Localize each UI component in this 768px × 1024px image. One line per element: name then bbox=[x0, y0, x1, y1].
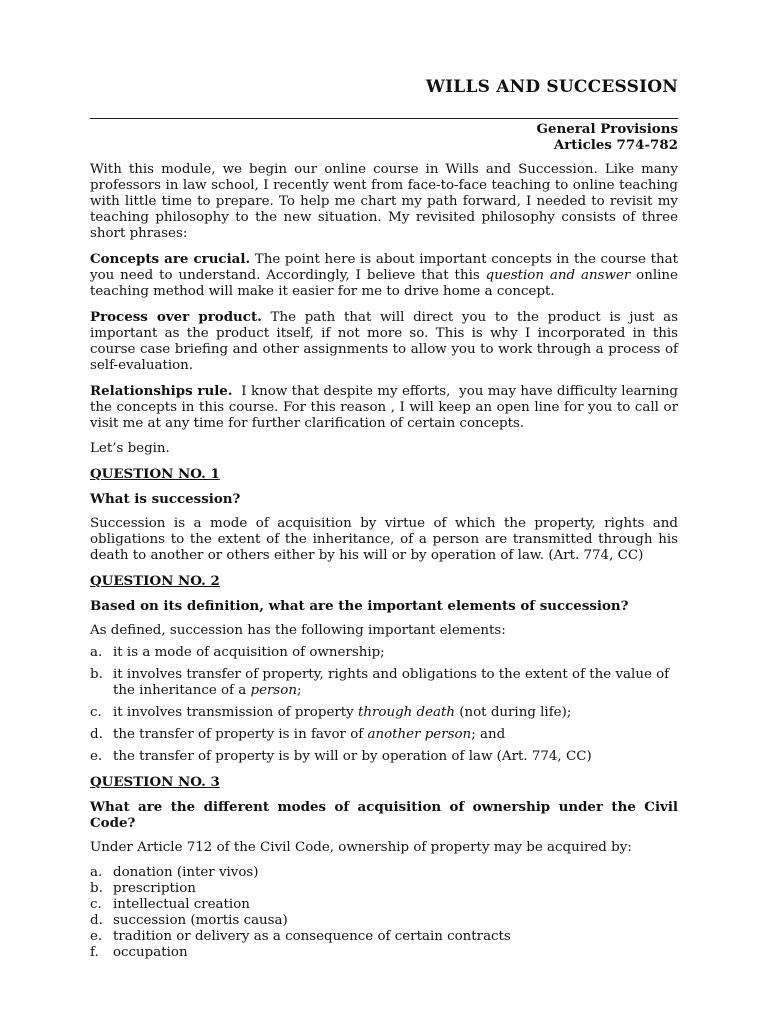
intro-paragraph: With this module, we begin our online course in Wills and Succession. Like many professors in law school, I recently went from face-to-face teaching to online teaching with little time to prepare. To help me chart my path forward, I needed to revisit my teaching philosophy to the new situation. My revisited philosophy consists of three short phrases: bbox=[90, 162, 678, 241]
relationships-paragraph bbox=[90, 383, 683, 432]
list-item: a. donation (inter vivos) bbox=[90, 865, 259, 880]
question-3-label: QUESTION NO. 3 bbox=[90, 774, 220, 790]
list-item: d. succession (mortis causa) bbox=[90, 913, 288, 928]
question-2-text: Based on its definition, what are the important elements of succession? bbox=[90, 598, 629, 614]
lets-begin: Let’s begin. bbox=[90, 441, 170, 456]
question-2-lead: As defined, succession has the following important elements: bbox=[90, 623, 506, 638]
process-text: The path that will direct you to the product is just as important as the product itself, if not more so. This is why I incorporated in this course case briefing and other assignments to allow you to work through a process of self-evaluation. bbox=[90, 310, 678, 373]
list-item: d. the transfer of property is in favor of another person; and bbox=[90, 727, 506, 742]
relationships-lead: Relationships rule. bbox=[90, 383, 233, 399]
list-item: c. it involves transmission of property through death (not during life); bbox=[90, 705, 572, 720]
question-3-text: What are the different modes of acquisition of ownership under the Civil Code? bbox=[90, 799, 678, 831]
articles-range: Articles 774-782 bbox=[553, 137, 678, 153]
list-item: f. occupation bbox=[90, 945, 188, 960]
list-item: e. tradition or delivery as a consequence of certain contracts bbox=[90, 929, 511, 944]
section-name: General Provisions bbox=[536, 121, 678, 137]
document-title: WILLS AND SUCCESSION bbox=[425, 77, 678, 97]
modes-list bbox=[90, 865, 678, 961]
question-1-label: QUESTION NO. 1 bbox=[90, 466, 220, 482]
question-1-text: What is succession? bbox=[90, 491, 241, 507]
concepts-text-b: online teaching method will make it easier for me to drive home a concept. bbox=[90, 268, 678, 299]
title-divider bbox=[90, 118, 678, 119]
list-item: b. prescription bbox=[90, 881, 196, 896]
section-subheading bbox=[537, 121, 678, 153]
question-1-answer: Succession is a mode of acquisition by virtue of which the property, rights and obligations to the extent of the inheritance, of a person are transmitted through his death to another or others either by his will or by operation of law. (Art. 774, CC) bbox=[90, 516, 678, 563]
document-body bbox=[90, 162, 683, 961]
list-item: b. it involves transfer of property, rights and obligations to the extent of the value of the inheritance of a person; bbox=[90, 667, 670, 698]
question-2-label: QUESTION NO. 2 bbox=[90, 573, 220, 589]
relationships-text: I know that despite my efforts, you may have difficulty learning the concepts in this course. For this reason , I will keep an open line for you to call or visit me at any time for further clarification of certain concepts. bbox=[90, 384, 683, 431]
concepts-text-a: The point here is about important concepts in the course that you need to understand. Accordingly, I believe that this bbox=[90, 252, 678, 283]
process-paragraph bbox=[90, 309, 678, 374]
concepts-emphasis: question and answer bbox=[485, 268, 631, 283]
question-3-lead: Under Article 712 of the Civil Code, ownership of property may be acquired by: bbox=[90, 840, 632, 855]
list-item: c. intellectual creation bbox=[90, 897, 250, 912]
list-item: a. it is a mode of acquisition of ownership; bbox=[90, 645, 385, 660]
elements-list bbox=[90, 645, 678, 765]
process-lead: Process over product. bbox=[90, 309, 262, 325]
list-item: e. the transfer of property is by will or by operation of law (Art. 774, CC) bbox=[90, 749, 592, 764]
concepts-paragraph bbox=[90, 251, 678, 300]
concepts-lead: Concepts are crucial. bbox=[90, 251, 251, 267]
